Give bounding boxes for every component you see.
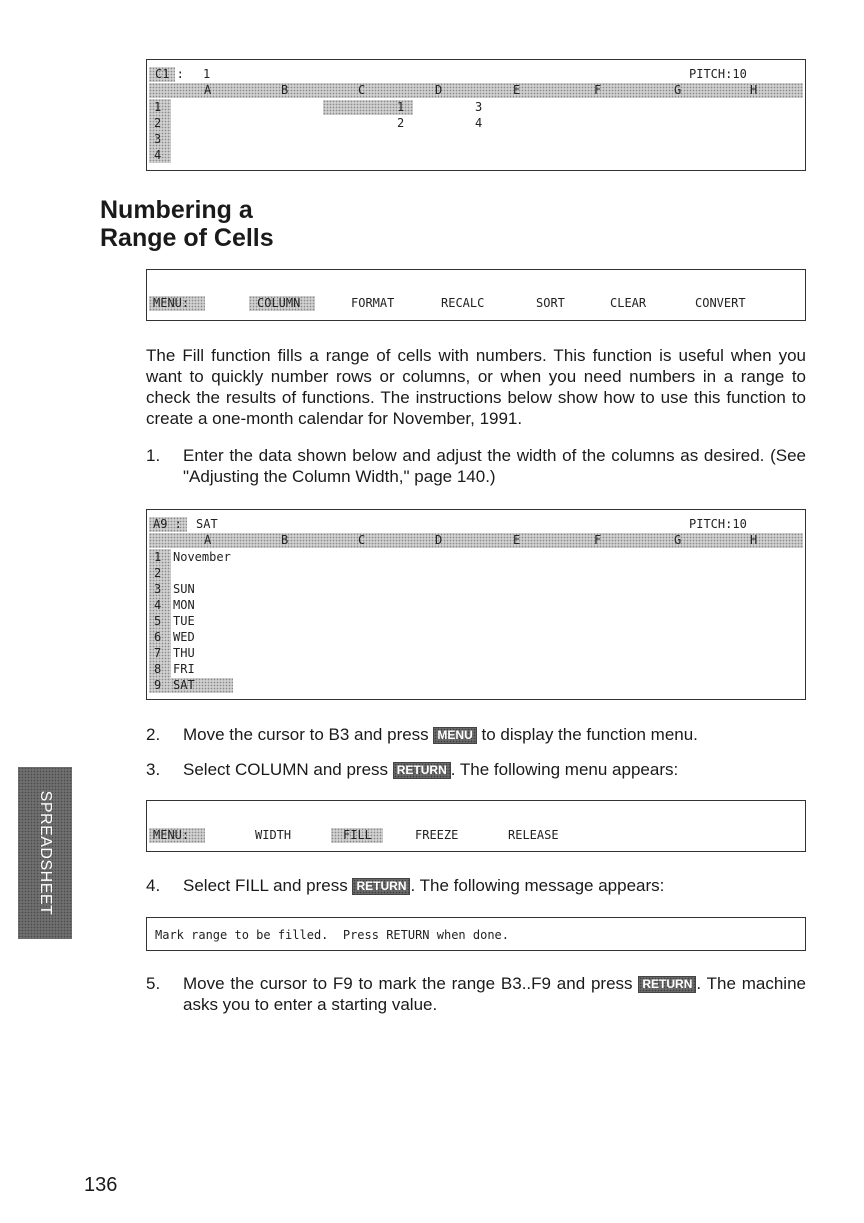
step-text-before: Select COLUMN and press <box>183 760 389 779</box>
menu-key: MENU <box>433 727 476 744</box>
column-header: C <box>358 533 366 547</box>
section-side-tab <box>18 767 72 939</box>
spreadsheet-screen-2 <box>146 509 806 700</box>
menu-label: MENU: <box>153 828 190 842</box>
column-header: E <box>513 83 521 97</box>
step-number: 5. <box>146 974 161 993</box>
spreadsheet-screen-1 <box>146 59 806 171</box>
side-tab-label: SPREADSHEET <box>37 790 54 916</box>
intro-paragraph: The Fill function fills a range of cells with numbers. This function is useful when you want to quickly number rows or columns, or when you need numbers in a range to check the results of functions. The instructions below show how to use this function to create a one-month calendar for November, 1991. <box>146 346 806 428</box>
status-message: Mark range to be filled. Press RETURN when done. <box>155 928 510 942</box>
step-text-after: . The machine asks you to enter a starting value. <box>183 974 806 1014</box>
cell-a1: November <box>173 550 231 564</box>
row-header: 8 <box>154 662 162 676</box>
step-4 <box>146 875 806 897</box>
menu-item-clear[interactable]: CLEAR <box>610 296 647 310</box>
cell-a7: THU <box>173 646 195 660</box>
step-number: 4. <box>146 876 161 895</box>
row-header: 6 <box>154 630 162 644</box>
menu-item-fill[interactable]: FILL <box>343 828 372 842</box>
step-2 <box>146 724 806 746</box>
step-number: 1. <box>146 446 161 465</box>
step-text <box>183 724 806 745</box>
row-header: 3 <box>154 132 162 146</box>
step-1 <box>146 445 806 489</box>
menu-item-width[interactable]: WIDTH <box>255 828 292 842</box>
column-header-bar <box>149 533 803 548</box>
cell-d1: 3 <box>475 100 483 114</box>
column-header: G <box>674 533 682 547</box>
menu-item-sort[interactable]: SORT <box>536 296 565 310</box>
row-header: 3 <box>154 582 162 596</box>
column-header-bar <box>149 83 803 98</box>
column-header: B <box>281 533 289 547</box>
step-number: 2. <box>146 725 161 744</box>
cell-ref: C1 : <box>155 67 184 81</box>
cell-a5: TUE <box>173 614 195 628</box>
column-header: H <box>750 533 758 547</box>
column-menu-screen <box>146 800 806 852</box>
column-header: B <box>281 83 289 97</box>
cell-a9: SAT <box>173 678 195 692</box>
heading-line-2: Range of Cells <box>100 224 274 252</box>
step-text-after: to display the function menu. <box>481 725 698 744</box>
function-menu-screen <box>146 269 806 321</box>
column-header: A <box>204 83 212 97</box>
step-number: 3. <box>146 760 161 779</box>
menu-item-recalc[interactable]: RECALC <box>441 296 485 310</box>
column-header: A <box>204 533 212 547</box>
step-text-before: Select FILL and press <box>183 876 348 895</box>
column-header: F <box>594 533 602 547</box>
row-header: 5 <box>154 614 162 628</box>
row-header: 9 <box>154 678 162 692</box>
menu-label: MENU: <box>153 296 190 310</box>
step-text-before: Move the cursor to B3 and press <box>183 725 429 744</box>
step-text <box>183 875 806 896</box>
page-number: 136 <box>84 1174 118 1196</box>
row-header: 1 <box>154 100 162 114</box>
cell-content: 1 <box>203 67 211 81</box>
return-key: RETURN <box>352 878 410 895</box>
cell-a6: WED <box>173 630 195 644</box>
cell-a3: SUN <box>173 582 195 596</box>
return-key: RETURN <box>638 976 696 993</box>
column-header: C <box>358 83 366 97</box>
step-text: Enter the data shown below and adjust the width of the columns as desired. (See "Adjusting the Column Width," page 140.) <box>183 446 806 486</box>
step-5 <box>146 973 806 1017</box>
column-header: F <box>594 83 602 97</box>
step-text <box>183 973 806 1015</box>
menu-item-release[interactable]: RELEASE <box>508 828 559 842</box>
message-screen <box>146 917 806 951</box>
step-text-after: . The following menu appears: <box>450 760 679 779</box>
column-header: E <box>513 533 521 547</box>
cell-a4: MON <box>173 598 195 612</box>
column-header: H <box>750 83 758 97</box>
cell-d2: 4 <box>475 116 483 130</box>
row-header: 2 <box>154 116 162 130</box>
row-header: 1 <box>154 550 162 564</box>
return-key: RETURN <box>393 762 451 779</box>
row-header: 4 <box>154 148 162 162</box>
column-header: G <box>674 83 682 97</box>
row-header: 7 <box>154 646 162 660</box>
cell-ref: A9 : <box>153 517 182 531</box>
step-text-before: Move the cursor to F9 to mark the range B3..F9 and press <box>183 974 633 993</box>
column-header: D <box>435 83 443 97</box>
cell-content: SAT <box>196 517 218 531</box>
step-3 <box>146 759 806 781</box>
heading-line-1: Numbering a <box>100 196 253 224</box>
menu-item-column[interactable]: COLUMN <box>257 296 301 310</box>
step-text-after: . The following message appears: <box>410 876 665 895</box>
pitch-indicator: PITCH:10 <box>689 517 747 531</box>
cell-c2: 2 <box>397 116 405 130</box>
cell-a8: FRI <box>173 662 195 676</box>
menu-item-convert[interactable]: CONVERT <box>695 296 746 310</box>
cell-c1: 1 <box>397 100 405 114</box>
pitch-indicator: PITCH:10 <box>689 67 747 81</box>
column-header: D <box>435 533 443 547</box>
menu-item-freeze[interactable]: FREEZE <box>415 828 459 842</box>
row-header: 4 <box>154 598 162 612</box>
row-header: 2 <box>154 566 162 580</box>
menu-item-format[interactable]: FORMAT <box>351 296 395 310</box>
step-text <box>183 759 806 780</box>
section-heading <box>100 196 274 252</box>
